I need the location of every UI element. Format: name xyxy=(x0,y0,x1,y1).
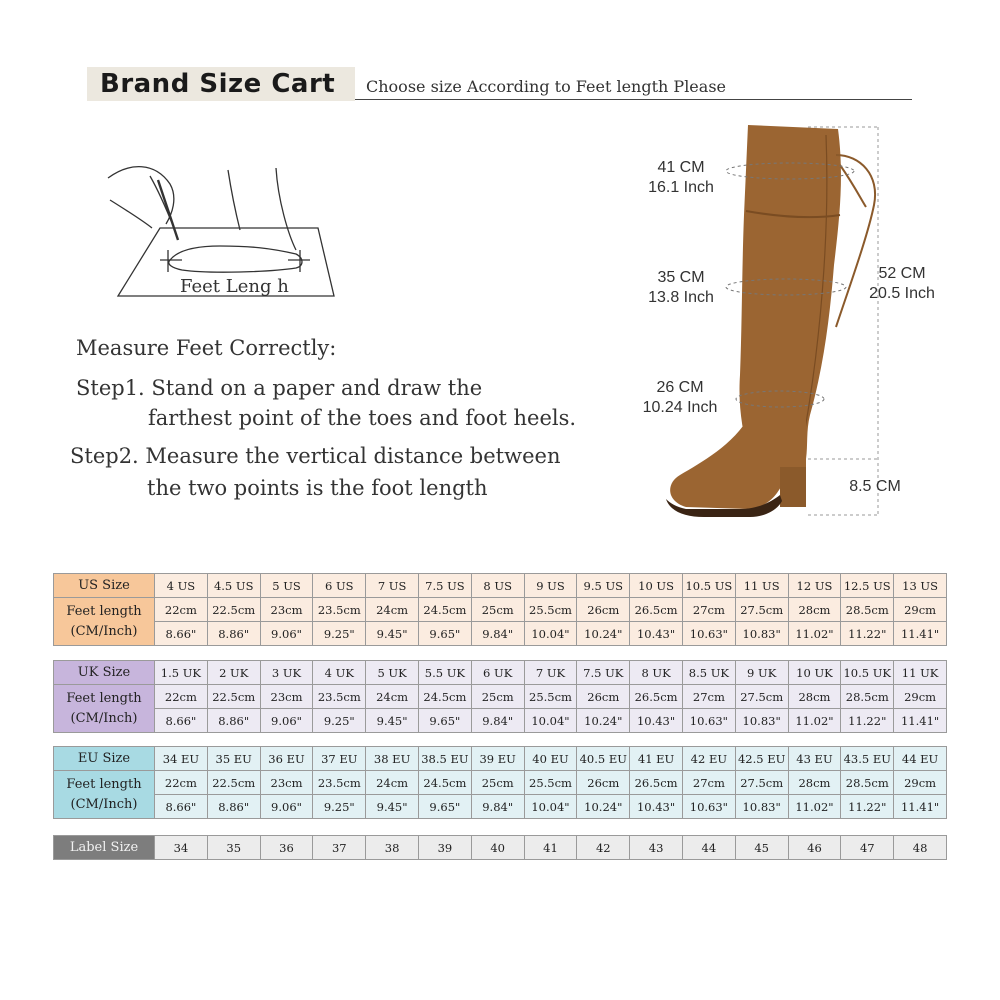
uk-cm-cell: 28cm xyxy=(788,685,841,709)
eu-size-cell: 38 EU xyxy=(366,747,419,771)
label-size-cell: 47 xyxy=(841,836,894,860)
eu-length-header-line1: Feet length xyxy=(66,776,142,792)
uk-size-cell: 6 UK xyxy=(471,661,524,685)
uk-inch-cell: 11.02" xyxy=(788,709,841,733)
uk-cm-cell: 24cm xyxy=(366,685,419,709)
eu-cm-cell: 28.5cm xyxy=(841,771,894,795)
us-cm-cell: 24.5cm xyxy=(418,598,471,622)
label-size-cell: 38 xyxy=(366,836,419,860)
us-inch-cell: 9.65" xyxy=(418,622,471,646)
eu-inch-cell: 11.22" xyxy=(841,795,894,819)
eu-length-header-line2: (CM/Inch) xyxy=(70,796,138,812)
us-inch-cell: 9.84" xyxy=(471,622,524,646)
uk-inch-cell: 11.41" xyxy=(894,709,947,733)
uk-size-cell: 8.5 UK xyxy=(682,661,735,685)
us-size-cell: 10.5 US xyxy=(682,574,735,598)
us-length-header-line2: (CM/Inch) xyxy=(70,623,138,639)
uk-cm-row xyxy=(54,685,947,709)
label-size-cell: 42 xyxy=(577,836,630,860)
uk-inch-cell: 9.25" xyxy=(313,709,366,733)
uk-size-cell: 2 UK xyxy=(207,661,260,685)
uk-size-cell: 8 UK xyxy=(630,661,683,685)
us-cm-cell: 26cm xyxy=(577,598,630,622)
uk-cm-cell: 26cm xyxy=(577,685,630,709)
label-size-table xyxy=(53,835,947,860)
us-length-header xyxy=(54,598,155,646)
eu-cm-cell: 24.5cm xyxy=(418,771,471,795)
label-size-cell: 36 xyxy=(260,836,313,860)
label-size-cell: 37 xyxy=(313,836,366,860)
eu-size-cell: 37 EU xyxy=(313,747,366,771)
eu-size-row xyxy=(54,747,947,771)
eu-inch-cell: 8.86" xyxy=(207,795,260,819)
uk-cm-cell: 29cm xyxy=(894,685,947,709)
uk-length-header-line2: (CM/Inch) xyxy=(70,710,138,726)
eu-size-cell: 36 EU xyxy=(260,747,313,771)
uk-inch-cell: 8.86" xyxy=(207,709,260,733)
eu-inch-cell: 10.63" xyxy=(682,795,735,819)
uk-inch-cell: 9.06" xyxy=(260,709,313,733)
eu-inch-cell: 9.65" xyxy=(418,795,471,819)
us-cm-cell: 29cm xyxy=(894,598,947,622)
uk-cm-cell: 23cm xyxy=(260,685,313,709)
eu-inch-cell: 8.66" xyxy=(155,795,208,819)
us-cm-row xyxy=(54,598,947,622)
eu-size-cell: 41 EU xyxy=(630,747,683,771)
label-size-cell: 44 xyxy=(682,836,735,860)
calf-circumference-inch: 10.24 Inch xyxy=(642,399,718,416)
us-size-table xyxy=(53,573,947,646)
page-subtitle: Choose size According to Feet length Please xyxy=(366,77,726,96)
us-inch-cell: 11.41" xyxy=(894,622,947,646)
us-size-cell: 9 US xyxy=(524,574,577,598)
us-size-cell: 13 US xyxy=(894,574,947,598)
us-cm-cell: 25.5cm xyxy=(524,598,577,622)
eu-cm-cell: 23cm xyxy=(260,771,313,795)
uk-inch-cell: 11.22" xyxy=(841,709,894,733)
label-size-cell: 40 xyxy=(471,836,524,860)
uk-size-table xyxy=(53,660,947,733)
eu-size-cell: 43.5 EU xyxy=(841,747,894,771)
step2-line2: the two points is the foot length xyxy=(147,476,488,500)
uk-size-cell: 3 UK xyxy=(260,661,313,685)
eu-inch-cell: 11.02" xyxy=(788,795,841,819)
uk-inch-cell: 10.24" xyxy=(577,709,630,733)
uk-size-header: UK Size xyxy=(54,661,155,685)
us-size-cell: 11 US xyxy=(735,574,788,598)
eu-cm-cell: 27.5cm xyxy=(735,771,788,795)
step1-line2: farthest point of the toes and foot heels. xyxy=(148,406,577,430)
us-cm-cell: 23.5cm xyxy=(313,598,366,622)
us-size-cell: 8 US xyxy=(471,574,524,598)
eu-inch-cell: 10.43" xyxy=(630,795,683,819)
us-inch-cell: 9.06" xyxy=(260,622,313,646)
step1-line1: Step1. Stand on a paper and draw the xyxy=(76,376,483,400)
uk-inch-row xyxy=(54,709,947,733)
label-size-cell: 39 xyxy=(418,836,471,860)
uk-size-cell: 5 UK xyxy=(366,661,419,685)
label-size-cell: 48 xyxy=(894,836,947,860)
heel-height-cm: 8.5 CM xyxy=(849,478,901,495)
us-size-cell: 4 US xyxy=(155,574,208,598)
eu-cm-cell: 22cm xyxy=(155,771,208,795)
eu-size-cell: 40.5 EU xyxy=(577,747,630,771)
us-cm-cell: 24cm xyxy=(366,598,419,622)
us-size-cell: 4.5 US xyxy=(207,574,260,598)
eu-inch-row xyxy=(54,795,947,819)
uk-size-cell: 10.5 UK xyxy=(841,661,894,685)
label-size-row xyxy=(54,836,947,860)
us-cm-cell: 26.5cm xyxy=(630,598,683,622)
top-circumference-cm: 41 CM xyxy=(657,159,705,176)
eu-cm-cell: 24cm xyxy=(366,771,419,795)
uk-cm-cell: 26.5cm xyxy=(630,685,683,709)
page-title: Brand Size Cart xyxy=(100,69,336,99)
us-cm-cell: 23cm xyxy=(260,598,313,622)
feet-length-label: Feet Leng h xyxy=(180,276,289,297)
us-inch-cell: 10.63" xyxy=(682,622,735,646)
uk-size-cell: 7 UK xyxy=(524,661,577,685)
eu-size-header: EU Size xyxy=(54,747,155,771)
us-inch-cell: 11.22" xyxy=(841,622,894,646)
eu-inch-cell: 10.24" xyxy=(577,795,630,819)
us-inch-cell: 10.83" xyxy=(735,622,788,646)
us-cm-cell: 28cm xyxy=(788,598,841,622)
uk-size-cell: 5.5 UK xyxy=(418,661,471,685)
eu-inch-cell: 9.45" xyxy=(366,795,419,819)
boot-height-cm: 52 CM xyxy=(878,265,926,282)
us-size-cell: 5 US xyxy=(260,574,313,598)
eu-size-cell: 39 EU xyxy=(471,747,524,771)
eu-size-cell: 40 EU xyxy=(524,747,577,771)
uk-size-cell: 1.5 UK xyxy=(155,661,208,685)
us-inch-cell: 10.04" xyxy=(524,622,577,646)
us-cm-cell: 28.5cm xyxy=(841,598,894,622)
eu-size-cell: 38.5 EU xyxy=(418,747,471,771)
label-size-cell: 46 xyxy=(788,836,841,860)
eu-cm-cell: 23.5cm xyxy=(313,771,366,795)
eu-inch-cell: 10.83" xyxy=(735,795,788,819)
us-cm-cell: 27cm xyxy=(682,598,735,622)
eu-cm-cell: 26cm xyxy=(577,771,630,795)
us-size-cell: 7.5 US xyxy=(418,574,471,598)
eu-inch-cell: 9.06" xyxy=(260,795,313,819)
uk-size-cell: 11 UK xyxy=(894,661,947,685)
eu-cm-cell: 25.5cm xyxy=(524,771,577,795)
top-circumference xyxy=(641,158,721,198)
step2-line1: Step2. Measure the vertical distance between xyxy=(70,444,561,468)
instructions-heading: Measure Feet Correctly: xyxy=(76,336,337,360)
header-divider xyxy=(355,99,912,100)
us-cm-cell: 27.5cm xyxy=(735,598,788,622)
eu-size-cell: 42 EU xyxy=(682,747,735,771)
eu-size-cell: 42.5 EU xyxy=(735,747,788,771)
uk-cm-cell: 27.5cm xyxy=(735,685,788,709)
uk-cm-cell: 25.5cm xyxy=(524,685,577,709)
eu-cm-cell: 27cm xyxy=(682,771,735,795)
uk-size-row xyxy=(54,661,947,685)
us-inch-cell: 9.45" xyxy=(366,622,419,646)
us-size-cell: 12 US xyxy=(788,574,841,598)
us-inch-cell: 8.86" xyxy=(207,622,260,646)
us-size-row xyxy=(54,574,947,598)
uk-size-cell: 10 UK xyxy=(788,661,841,685)
mid-circumference-inch: 13.8 Inch xyxy=(648,289,714,306)
us-inch-row xyxy=(54,622,947,646)
eu-size-cell: 44 EU xyxy=(894,747,947,771)
eu-cm-cell: 22.5cm xyxy=(207,771,260,795)
eu-cm-cell: 25cm xyxy=(471,771,524,795)
eu-inch-cell: 9.84" xyxy=(471,795,524,819)
eu-size-table xyxy=(53,746,947,819)
uk-cm-cell: 28.5cm xyxy=(841,685,894,709)
uk-size-cell: 7.5 UK xyxy=(577,661,630,685)
eu-length-header xyxy=(54,771,155,819)
uk-length-header xyxy=(54,685,155,733)
eu-inch-cell: 9.25" xyxy=(313,795,366,819)
uk-cm-cell: 22.5cm xyxy=(207,685,260,709)
mid-circumference xyxy=(638,268,724,308)
label-size-cell: 41 xyxy=(524,836,577,860)
top-circumference-inch: 16.1 Inch xyxy=(648,179,714,196)
us-cm-cell: 25cm xyxy=(471,598,524,622)
us-cm-cell: 22.5cm xyxy=(207,598,260,622)
uk-inch-cell: 10.63" xyxy=(682,709,735,733)
us-size-cell: 10 US xyxy=(630,574,683,598)
boot-height-inch: 20.5 Inch xyxy=(869,285,935,302)
uk-inch-cell: 9.45" xyxy=(366,709,419,733)
us-inch-cell: 8.66" xyxy=(155,622,208,646)
eu-size-cell: 43 EU xyxy=(788,747,841,771)
uk-size-cell: 4 UK xyxy=(313,661,366,685)
eu-cm-row xyxy=(54,771,947,795)
label-size-cell: 34 xyxy=(155,836,208,860)
us-size-cell: 7 US xyxy=(366,574,419,598)
us-size-cell: 12.5 US xyxy=(841,574,894,598)
calf-circumference-cm: 26 CM xyxy=(656,379,704,396)
eu-cm-cell: 28cm xyxy=(788,771,841,795)
eu-cm-cell: 26.5cm xyxy=(630,771,683,795)
us-size-header: US Size xyxy=(54,574,155,598)
us-inch-cell: 9.25" xyxy=(313,622,366,646)
us-length-header-line1: Feet length xyxy=(66,603,142,619)
uk-cm-cell: 23.5cm xyxy=(313,685,366,709)
us-inch-cell: 10.43" xyxy=(630,622,683,646)
uk-cm-cell: 27cm xyxy=(682,685,735,709)
uk-inch-cell: 8.66" xyxy=(155,709,208,733)
uk-length-header-line1: Feet length xyxy=(66,690,142,706)
uk-cm-cell: 24.5cm xyxy=(418,685,471,709)
uk-size-cell: 9 UK xyxy=(735,661,788,685)
label-size-cell: 45 xyxy=(735,836,788,860)
uk-inch-cell: 10.43" xyxy=(630,709,683,733)
calf-circumference xyxy=(634,378,726,418)
eu-size-cell: 35 EU xyxy=(207,747,260,771)
label-size-cell: 43 xyxy=(630,836,683,860)
heel-height xyxy=(840,477,910,497)
uk-cm-cell: 25cm xyxy=(471,685,524,709)
uk-inch-cell: 10.83" xyxy=(735,709,788,733)
label-size-cell: 35 xyxy=(207,836,260,860)
uk-cm-cell: 22cm xyxy=(155,685,208,709)
us-inch-cell: 11.02" xyxy=(788,622,841,646)
uk-inch-cell: 9.84" xyxy=(471,709,524,733)
us-inch-cell: 10.24" xyxy=(577,622,630,646)
eu-cm-cell: 29cm xyxy=(894,771,947,795)
eu-inch-cell: 11.41" xyxy=(894,795,947,819)
us-size-cell: 6 US xyxy=(313,574,366,598)
us-size-cell: 9.5 US xyxy=(577,574,630,598)
uk-inch-cell: 10.04" xyxy=(524,709,577,733)
label-size-header: Label Size xyxy=(54,836,155,860)
eu-size-cell: 34 EU xyxy=(155,747,208,771)
us-cm-cell: 22cm xyxy=(155,598,208,622)
eu-inch-cell: 10.04" xyxy=(524,795,577,819)
uk-inch-cell: 9.65" xyxy=(418,709,471,733)
mid-circumference-cm: 35 CM xyxy=(657,269,705,286)
boot-height xyxy=(860,264,944,304)
